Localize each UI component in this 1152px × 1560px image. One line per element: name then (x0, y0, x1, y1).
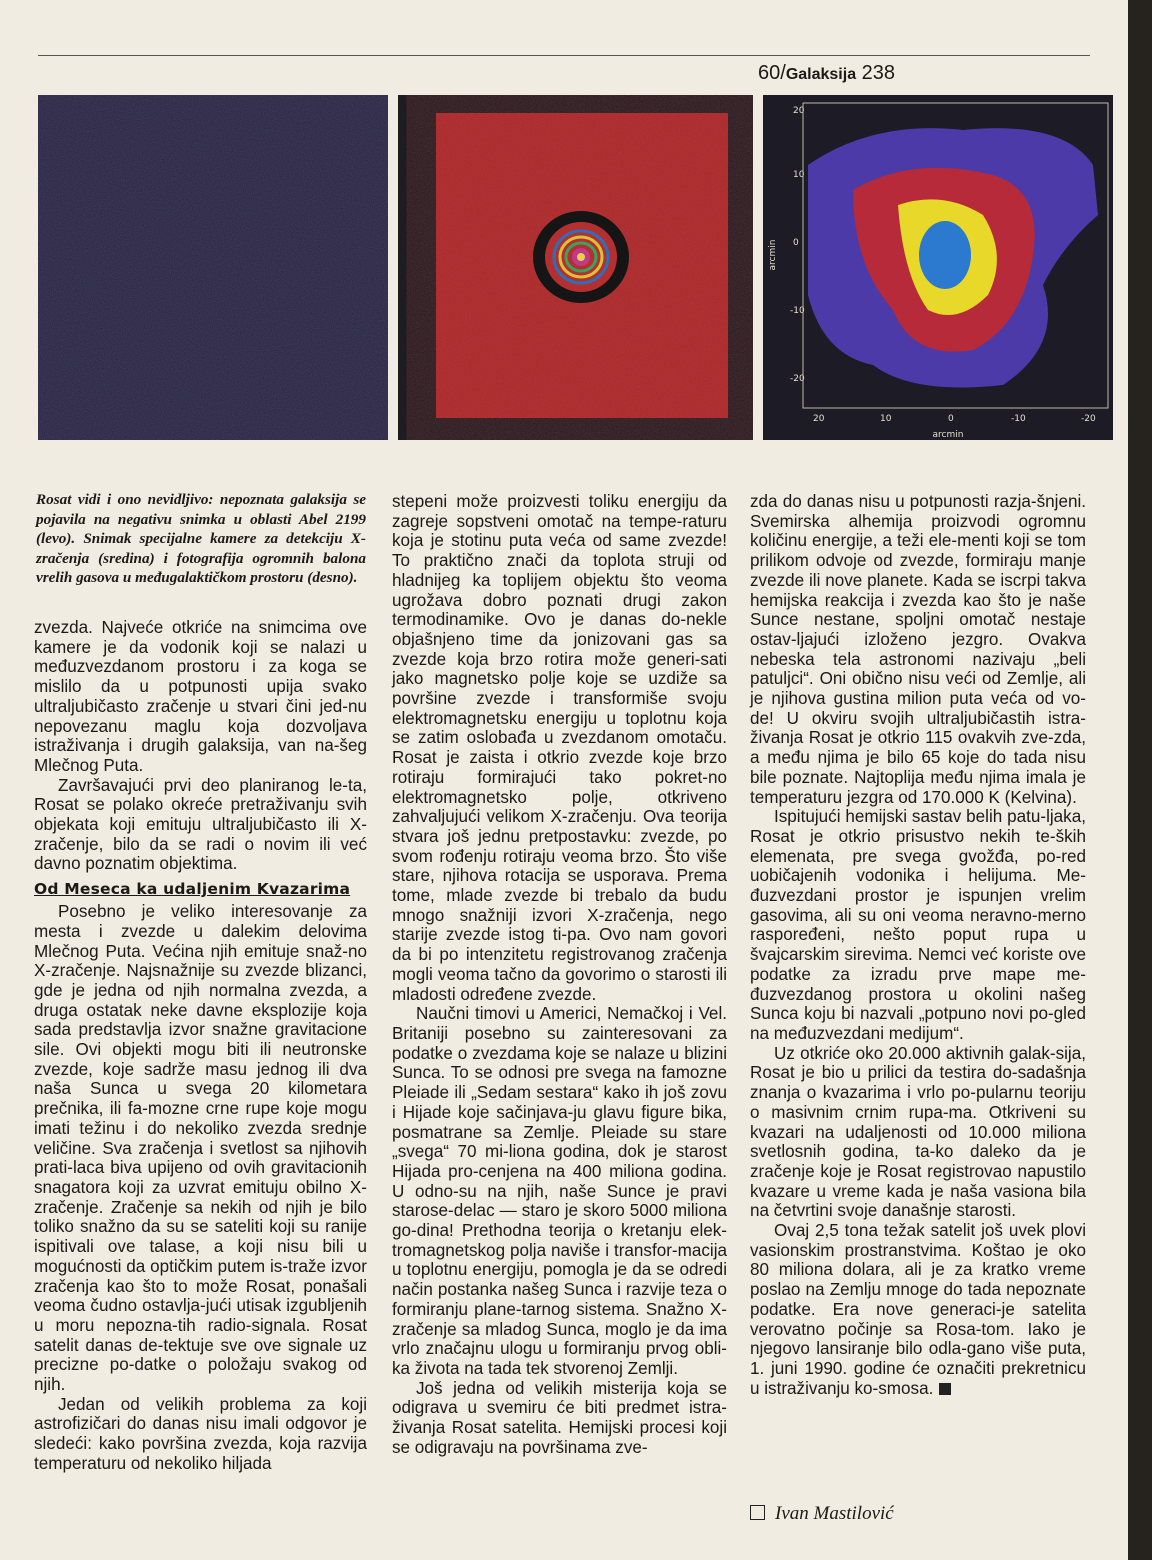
x-axis-title: arcmin (932, 430, 964, 440)
x-tick-10: 10 (880, 414, 892, 424)
xray-camera-image (398, 95, 753, 440)
paragraph: zvezda. Najveće otkriće na snimcima ove kamere je da vodonik koji se nalazi u međuzvezdanom prostoru i za koga se mislilo da u potpunosti upija svako ultraljubičasto zračenje u stvari čini jed-nu nepovezanu maglu koja dozvoljava istraživanja i drugih galaksija, van na-šeg Mlečnog Puta. (34, 618, 367, 775)
x-tick-20: 20 (813, 414, 825, 424)
paragraph: Još jedna od velikih misterija koja se odigrava u svemiru će biti predmet istra-živanja Rosat satelita. Hemijski procesi koji se odigravaju na površinama zve- (392, 1378, 727, 1457)
paragraph-final (750, 1221, 1086, 1398)
paragraph: Završavajući prvi deo planiranog le-ta, Rosat se polako okreće pretraživanju svih objekata koji emituju ultraljubičasto ili X-zračenje, bilo da se radi o novim ili već davno poznatim objektima. (34, 775, 367, 874)
y-tick-10: 10 (793, 170, 805, 180)
hot-gas-contour-map (763, 95, 1113, 440)
page-folio (758, 62, 895, 85)
box-bullet-icon (750, 1505, 765, 1520)
y-tick-minus20: -20 (790, 374, 805, 384)
paragraph: Jedan od velikih problema za koji astrofizičari do danas nisu imali odgovor je sledeći: kako površina zvezda, koja razvija temperaturu od nekoliko hiljada (34, 1394, 367, 1473)
paragraph: Ispitujući hemijski sastav belih patu-ljaka, Rosat je otkrio prisustvo nekih te-ških elemenata, pre svega gvožđa, po-red uobičajenih vodonika i helijuma. Me-đuzvezdani prostor je ispunjen vrelim gasovima, ali su oni veoma neravno-merno raspoređeni, nešto poput rupa u švajcarskim sirevima. Nemci već koriste ove podatke za izradu prve mape me-đuzvezdanog prostora u okolini našeg Sunca koju bi nazvali „potpuno novi po-gled na međuzvezdani medijum“. (750, 807, 1086, 1043)
text-column-3 (750, 492, 1086, 1398)
x-tick-minus10: -10 (1011, 414, 1026, 424)
text-column-1 (34, 618, 367, 1474)
author-byline (750, 1503, 894, 1525)
page-number: 60/ (758, 62, 786, 84)
y-tick-minus10: -10 (790, 306, 805, 316)
paragraph-text: Ovaj 2,5 tona težak satelit još uvek plovi vasionskim prostranstvima. Koštao je oko 80 miliona dolara, ali je za kratko vreme poslao na Zemlju mnoge do tada nepoznate podatke. Era nove generaci-je satelita verovatno počinje sa Rosa-tom. Iako je njegovo lansiranje bilo odla-gano više puta, 1. juni 1990. godine će označiti prekretnicu u istraživanju ko-smosa. (750, 1221, 1086, 1398)
paragraph: Posebno je veliko interesovanje za mesta i zvezde u dalekim delovima Mlečnog Puta. Većina njih emituje snaž-no X-zračenje. Najsnažnije su zvezde blizanci, gde je jedna od njih normalna zvezda, a druga ostatak neke davne eksplozije koja sada predstavlja izvor snažne gravitacione sile. Ovi objekti mogu biti ili neutronske zvezde, koje sadrže masu jednog ili dva naša Sunca u svega 20 kilometara prečnika, ili fa-mozne crne rupe koje mogu imati težinu i do nekoliko zvezda srednje veličine. Sva zračenja i svetlost sa njihovih prati-laca biva upijeno od ovih gravitacionih snagatora koji za uzvrat emituju obilno X-zračenje. Zračenje sa nekih od njih je bilo toliko snažno da su se sateliti koji su ranije ispitivali ove talase, a koji nisu bili u mogućnosti da optičkim putem is-traže izvor zračenja kao što to može Rosat, ponašali veoma čudno ostavlja-jući utisak izgubljenih u moru nepozna-tih radio-signala. Rosat satelit danas de-tektuje sve ove signale uz precizne po-datke o položaju svakog od njih. (34, 902, 367, 1395)
y-axis-title: arcmin (768, 239, 778, 271)
end-mark-icon (939, 1383, 951, 1395)
issue-number: 238 (861, 62, 896, 84)
figure-caption: Rosat vidi i ono nevidljivo: nepoznata galaksija se pojavila na negativu snimka u oblasti Abel 2199 (levo). Snimak specijalne kamere za detekciju X-zračenja (sredina) i fotografija ogromnih balona vrelih gasova u međugalaktičkom prostoru (desno). (36, 491, 366, 586)
x-tick-minus20: -20 (1081, 414, 1096, 424)
text-column-2 (392, 492, 727, 1457)
paragraph: zda do danas nisu u potpunosti razja-šnjeni. Svemirska alhemija proizvodi ogromnu količinu energije, a teži ele-menti koji se tom prilikom odvoje od zvezde, formiraju manje zvezde ili nove planete. Kada se iscrpi takva hemijska reakcija i zvezda kao što je naše Sunce nestane, spoljni omotač nestaje ostav-ljajući izloženo jezgro. Ovakva nebeska tela astronomi nazivaju „beli patuljci“. Oni obično nisu veći od Zemlje, ali je njihova gustina milion puta veća od vo-de! U okviru svojih ultraljubičastih istra-živanja Rosat je otkrio 115 ovakvih zve-zda, a među njima je bilo 65 koje do tada nisu bile poznate. Najtoplija među njima imala je temperaturu jezgra od 170.000 K (Kelvina). (750, 492, 1086, 807)
page-edge (1128, 0, 1152, 1560)
header-rule (38, 55, 1090, 56)
paragraph: Naučni timovi u Americi, Nemačkoj i Vel. Britaniji posebno su zainteresovani za podatke o zvezdama koje se nalaze u blizini Sunca. To se odnosi pre svega na famozne Pleiade ili „Sedam sestara“ kako ih još zovu i Hijade koje sačinjava-ju glavu figure bika, posmatrane sa Zemlje. Pleiade su stare „svega“ 70 mi-liona godina, dok je starost Hijada pro-cenjena na 400 miliona godina. U odno-su na njih, naše Sunce je pravi starose-delac — staro je skoro 5000 miliona go-dina! Prethodna teorija o kretanju elek-tromagnetskog polja naviše i transfor-macija u toplotnu energiju, pomogla je da se odredi način postanka našeg Sunca i razvije teza o formiranju plane-tarnog sistema. Snažno X-zračenje sa mladog Sunca, moglo je da ima vrlo značajnu ulogu u formiranju prvog obli-ka života na tada tek stvorenoj Zemlji. (392, 1004, 727, 1378)
y-tick-0: 0 (793, 238, 799, 248)
paragraph: Uz otkriće oko 20.000 aktivnih galak-sija, Rosat je bio u prilici da testira do-sadašnja znanja o kvazarima i vrlo po-pularnu teoriju o masivnim crnim rupa-ma. Otkriveni su kvazari na udaljenosti od 10.000 miliona svetlosnih godina, ta-ko daleko da je zračenje koje je Rosat registrovao napustilo kvazare u vreme kada je naša vasiona bila na četvrtini svoje današnje starosti. (750, 1043, 1086, 1221)
section-subheading: Od Meseca ka udaljenim Kvazarima (34, 880, 351, 899)
author-name: Ivan Mastilović (775, 1503, 894, 1524)
y-tick-20: 20 (793, 106, 805, 116)
paragraph: stepeni može proizvesti toliku energiju da zagreje sopstveni omotač na tempe-raturu koja je stotinu puta veća od same zvezde! To praktično znači da toplota struji od hladnijeg ka toplijem objektu što veoma ugrožava dobro poznati drugi zakon termodinamike. Ovo je danas do-nekle objašnjeno time da jonizovani gas sa zvezde koja brzo rotira može generi-sati jako magnetsko polje koje se uzdiže sa površine zvezde i transformiše svoju elektromagnetsku energiju u toplotnu koja se zatim oslobađa u zvezdanom omotaču. Rosat je zaista i otkrio zvezde koje brzo rotiraju formirajući tako pokret-no elektromagnetsko polje, otkriveno zahvaljujući velikom X-zračenju. Ova teorija stvara još jednu pretpostavku: zvezde, po svom rođenju rotiraju veoma brzo. Što više stare, njihova rotacija se usporava. Prema tome, mlade zvezde bi trebalo da budu mnogo snažniji izvori X-zračenja, nego starije zvezde istog ti-pa. Ovo nam govori da bi po intenzitetu registrovanog zračenja mogli veoma tačno da govorimo o starosti ili mladosti određene zvezde. (392, 492, 727, 1004)
magazine-name: Galaksija (785, 66, 857, 83)
x-tick-0: 0 (948, 414, 954, 424)
galaxy-negative-photo (38, 95, 388, 440)
